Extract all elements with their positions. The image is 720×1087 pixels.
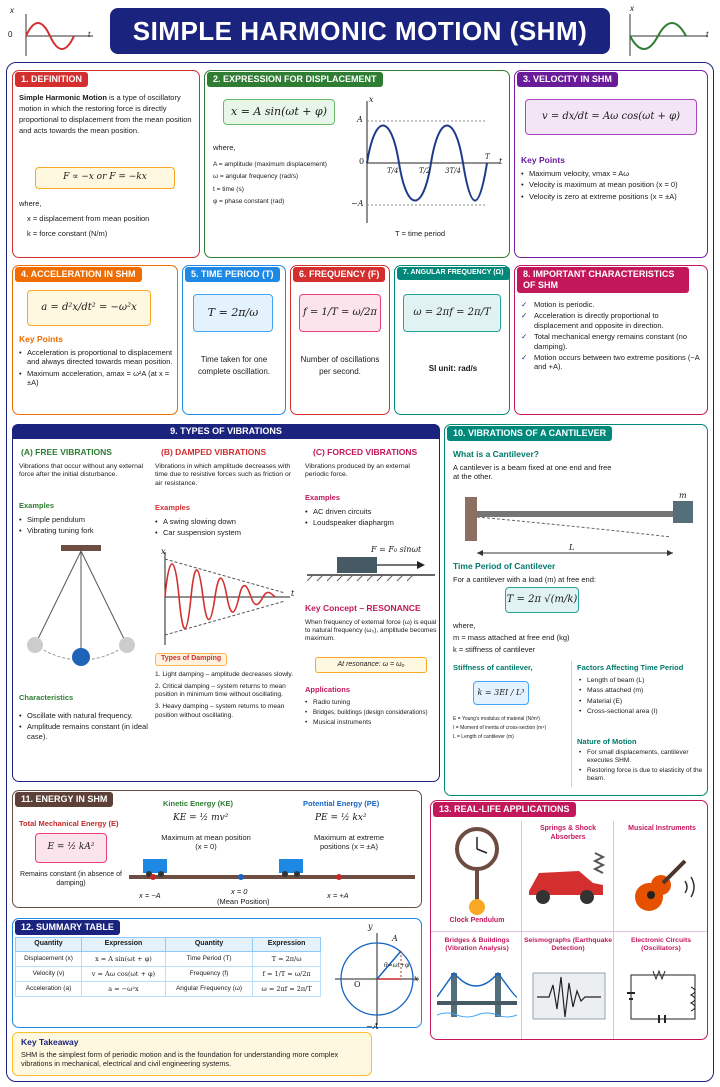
cantilever-where: where, [453, 621, 476, 630]
energy-track-illustration [129, 855, 419, 889]
graph-t-label: t [499, 157, 503, 166]
definition-where: where, [19, 199, 42, 208]
damped-vibrations-desc: Vibrations in which amplitude decreases with time due to resistive forces such as friction or air resistance. [155, 463, 291, 487]
frequency-formula: f = 1/T = ω/2π [299, 294, 381, 332]
acceleration-point: • Acceleration is proportional to displacement and always directed towards mean position. [19, 348, 175, 367]
factor-item: • Cross-sectional area (I) [579, 708, 705, 716]
corner-t-left: t [88, 30, 91, 39]
time-period-header: 5. TIME PERIOD (T) [185, 267, 280, 282]
forced-applications [305, 699, 441, 729]
cantilever-k: k = stiffness of cantilever [453, 645, 536, 654]
time-period-section [182, 265, 286, 415]
app-label-seismo: Seismographs (Earthquake Detection) [523, 937, 612, 953]
key-takeaway-title: Key Takeaway [21, 1037, 79, 1047]
velocity-section [514, 70, 708, 258]
table-row: Velocity (v) v = Aω cos(ωt + φ) Frequency (f) f = 1/T = ω/2π [16, 966, 321, 981]
characteristics-section [514, 265, 708, 415]
characteristics-header: 8. IMPORTANT CHARACTERISTICS OF SHM [517, 267, 689, 293]
cantilever-illustration [465, 493, 695, 561]
graph-origin-label: 0 [359, 157, 365, 166]
nature-item: • Restoring force is due to elasticity of the beam. [579, 767, 705, 783]
factor-item: • Material (E) [579, 698, 705, 706]
corner-x-left: x [10, 6, 14, 15]
bridge-icon [437, 967, 517, 1027]
vibrations-header: 9. TYPES OF VIBRATIONS [12, 424, 440, 439]
energy-header: 11. ENERGY IN SHM [15, 792, 113, 807]
pe-desc: Maximum at extreme positions (x = ±A) [313, 833, 385, 852]
cantilever-m: m = mass attached at free end (kg) [453, 633, 570, 642]
forced-application: • Radio tuning [305, 699, 441, 707]
ke-title: Kinetic Energy (KE) [163, 799, 234, 808]
table-row: Displacement (x) x = A sin(ωt + φ) Time Period (T) T = 2π/ω [16, 951, 321, 966]
energy-x-plus-a: x = +A [327, 891, 349, 900]
damped-examples-title: Examples [155, 503, 191, 512]
frequency-section [290, 265, 390, 415]
damping-type: 1. Light damping – amplitude decreases slowly. [155, 670, 294, 678]
factors-title: Factors Affecting Time Period [577, 663, 684, 672]
summary-header-row: Quantity Expression Quantity Expression [16, 938, 321, 952]
damping-type: 3. Heavy damping – system returns to mean position without oscillating. [155, 703, 285, 719]
app-label-music: Musical Instruments [628, 825, 696, 832]
forced-example: • AC driven circuits [305, 507, 435, 516]
acceleration-formula: a = d²x/dt² = −ω²x [27, 290, 151, 326]
clock-pendulum-icon [449, 827, 505, 917]
forced-application: • Bridges, buildings (design considerations) [305, 709, 441, 717]
factors-divider [571, 661, 572, 787]
displacement-header: 2. EXPRESSION FOR DISPLACEMENT [207, 72, 383, 87]
forced-force-label: F = F₀ sinωt [371, 545, 422, 554]
app-grid-v1 [521, 821, 522, 1039]
graph-minus-a-label: −A [351, 199, 364, 208]
cantilever-section [444, 424, 708, 796]
resonance-title: Key Concept – RESONANCE [305, 603, 421, 613]
ke-formula: KE = ½ mv² [173, 813, 229, 823]
app-grid-h [431, 931, 707, 932]
summary-section [12, 918, 422, 1028]
applications-section [430, 800, 708, 1040]
summary-header: 12. SUMMARY TABLE [15, 920, 120, 935]
corner-t-right: t [706, 30, 709, 39]
corner-o-left: 0 [8, 30, 13, 39]
free-characteristic: • Amplitude remains constant (in ideal case). [19, 722, 151, 741]
app-grid-v2 [613, 821, 614, 1039]
damped-x-label: x [161, 547, 166, 556]
tick-quarter: T/4 [387, 167, 399, 175]
app-label-bridges: Bridges & Buildings (Vibration Analysis) [444, 937, 510, 953]
sine-wave-icon-right [620, 8, 715, 58]
page-title-text: SIMPLE HARMONIC MOTION (SHM) [132, 15, 588, 46]
energy-section [12, 790, 422, 908]
velocity-point: • Maximum velocity, vmax = Aω [521, 169, 701, 178]
free-vibrations-title: (A) FREE VIBRATIONS [21, 447, 112, 457]
angular-frequency-header: 7. ANGULAR FREQUENCY (Ω) [397, 267, 510, 280]
tick-three-quarter: 3T/4 [445, 167, 461, 175]
damping-type: 2. Critical damping – system returns to mean position in minimum time without oscillating. [155, 682, 286, 699]
definition-header: 1. DEFINITION [15, 72, 88, 87]
characteristic-item: ✓ Acceleration is directly proportional to displacement and opposite in direction. [521, 311, 703, 330]
guitar-icon [627, 853, 703, 917]
acceleration-section [12, 265, 178, 415]
velocity-keypoints-title: Key Points [521, 155, 565, 165]
phasor-circle-diagram [331, 931, 421, 1027]
free-example: • Vibrating tuning fork [19, 526, 147, 535]
cantilever-definition: A cantilever is a beam fixed at one end and free at the other. [453, 463, 612, 482]
stiffness-formula: k = 3EI / L³ [473, 681, 529, 705]
time-period-desc: Time taken for one complete oscillation. [197, 355, 271, 376]
force-formula: F ∝ −x or F = −kx [35, 167, 175, 189]
velocity-header: 3. VELOCITY IN SHM [517, 72, 618, 87]
oscillator-circuit-icon [623, 967, 703, 1027]
velocity-point: • Velocity is maximum at mean position (x = 0) [521, 180, 701, 189]
forced-block-illustration [307, 555, 437, 585]
tick-t: T [485, 153, 490, 161]
free-characteristics-title: Characteristics [19, 693, 74, 702]
characteristic-item: ✓ Total mechanical energy remains constant (no damping). [521, 332, 703, 351]
app-label-springs: Springs & Shock Absorbers [539, 825, 596, 841]
displacement-vars: A = amplitude (maximum displacement) ω = angular frequency (rad/s) t = time (s) φ = phase constant (rad) [213, 161, 327, 206]
definition-k: k = force constant (N/m) [27, 229, 108, 238]
graph-x-label: x [369, 95, 374, 104]
acceleration-keypoints-title: Key Points [19, 334, 63, 344]
corner-x-right: x [630, 4, 634, 13]
velocity-keypoints [521, 169, 701, 203]
app-label-circuits: Electronic Circuits (Oscillators) [630, 937, 692, 953]
acceleration-header: 4. ACCELERATION IN SHM [15, 267, 142, 282]
definition-x: x = displacement from mean position [27, 214, 150, 223]
frequency-header: 6. FREQUENCY (F) [293, 267, 385, 282]
velocity-point: • Velocity is zero at extreme positions (x = ±A) [521, 192, 701, 201]
factors-list [579, 677, 705, 719]
key-takeaway-text: SHM is the simplest form of periodic motion and is the foundation for understanding more complex vibrations in mechanical, electrical and civil engineering systems. [21, 1049, 339, 1068]
applications-header: 13. REAL-LIFE APPLICATIONS [433, 802, 576, 817]
resonance-condition: At resonance: ω = ω₀ [315, 657, 427, 673]
vibrations-section [12, 424, 440, 782]
free-examples-title: Examples [19, 501, 55, 510]
phasor-y-label: y [368, 922, 373, 931]
factor-item: • Length of beam (L) [579, 677, 705, 685]
stiffness-vars: E = Young's modulus of material (N/m²) I = Moment of inertia of cross-section (m⁴) L = Length of cantilever (m) [453, 716, 547, 740]
forced-examples-title: Examples [305, 493, 341, 502]
tick-half: T/2 [419, 167, 431, 175]
summary-table-wrap [15, 937, 321, 997]
damped-t-label: t [291, 589, 295, 598]
nature-item: • For small displacements, cantilever executes SHM. [579, 749, 705, 765]
total-energy-title: Total Mechanical Energy (E) [19, 819, 119, 828]
energy-mean-position: (Mean Position) [217, 897, 270, 906]
damped-example: • Car suspension system [155, 528, 295, 537]
damping-types-box [155, 653, 301, 777]
acceleration-point: • Maximum acceleration, amax = ω²A (at x = ±A) [19, 369, 175, 388]
characteristics-list [521, 300, 703, 374]
energy-x-minus-a: x = −A [139, 891, 161, 900]
forced-application: • Musical instruments [305, 719, 441, 727]
cantilever-length-label: L [569, 543, 575, 552]
cantilever-period-title: Time Period of Cantilever [453, 561, 556, 571]
displacement-where: where, [213, 143, 236, 152]
definition-section [12, 70, 200, 258]
cantilever-mass-label: m [679, 491, 687, 500]
energy-x-zero: x = 0 [231, 887, 248, 896]
damped-example: • A swing slowing down [155, 517, 295, 526]
damped-examples [155, 517, 295, 540]
table-row: Acceleration (a) a = −ω²x Angular Frequency (ω) ω = 2πf = 2π/T [16, 982, 321, 997]
cantilever-question: What is a Cantilever? [453, 449, 539, 459]
resonance-desc: When frequency of external force (ω) is equal to natural frequency (ω₀), amplitude becomes maximum. [305, 619, 437, 643]
nature-title: Nature of Motion [577, 737, 637, 746]
characteristic-item: ✓ Motion is periodic. [521, 300, 703, 309]
frequency-desc: Number of oscillations per second. [300, 355, 380, 376]
free-characteristics [19, 711, 151, 743]
pe-title: Potential Energy (PE) [303, 799, 380, 808]
key-takeaway [12, 1032, 372, 1076]
nature-list [579, 749, 705, 786]
sine-wave-icon-left [8, 8, 98, 58]
seismograph-icon [531, 967, 607, 1027]
velocity-formula: v = dx/dt = Aω cos(ωt + φ) [525, 99, 697, 135]
forced-examples [305, 507, 435, 530]
cantilever-period-desc: For a cantilever with a load (m) at free end: [453, 575, 596, 584]
pendulum-illustration [21, 545, 141, 675]
graph-a-label: A [357, 115, 363, 124]
free-vibrations-desc: Vibrations that occur without any external force after the initial disturbance. [19, 463, 144, 479]
time-period-label: T = time period [395, 229, 446, 238]
free-examples [19, 515, 147, 538]
forced-example: • Loudspeaker diaphargm [305, 518, 435, 527]
phasor-x-label: x [414, 974, 419, 983]
page-title [110, 8, 610, 54]
phasor-origin-label: O [354, 980, 361, 989]
characteristic-item: ✓ Motion occurs between two extreme positions (−A and +A). [521, 353, 703, 372]
factor-item: • Mass attached (m) [579, 687, 705, 695]
app-label-clock: Clock Pendulum [449, 917, 505, 924]
angular-frequency-unit: SI unit: rad/s [428, 364, 478, 373]
forced-vibrations-desc: Vibrations produced by an external periodic force. [305, 463, 410, 479]
phasor-a-label: A [392, 934, 398, 943]
displacement-formula: x = A sin(ωt + φ) [223, 99, 335, 125]
angular-frequency-section [394, 265, 510, 415]
phasor-angle-label: θ=ωt+φ [384, 962, 410, 969]
acceleration-keypoints [19, 348, 175, 390]
summary-table [15, 937, 321, 997]
damped-vibrations-title: (B) DAMPED VIBRATIONS [161, 447, 267, 457]
ke-desc: Maximum at mean position (x = 0) [161, 833, 251, 852]
time-period-formula: T = 2π/ω [193, 294, 273, 332]
damped-graph [155, 547, 295, 647]
applications-title: Applications [305, 685, 351, 694]
cantilever-header: 10. VIBRATIONS OF A CANTILEVER [447, 426, 612, 441]
cantilever-period-formula: T = 2π √(m/k) [505, 587, 579, 613]
stiffness-title: Stiffness of cantilever, [453, 663, 533, 672]
angular-frequency-formula: ω = 2πf = 2π/T [403, 294, 501, 332]
forced-vibrations-title: (C) FORCED VIBRATIONS [313, 447, 418, 457]
total-energy-formula: E = ½ kA² [35, 833, 107, 863]
car-suspension-icon [525, 851, 611, 911]
free-characteristic: • Oscillate with natural frequency. [19, 711, 151, 720]
damping-types-title: Types of Damping [155, 653, 227, 666]
pe-formula: PE = ½ kx² [315, 813, 367, 823]
energy-constant-note: Remains constant (in absence of damping) [20, 871, 122, 887]
definition-text: Simple Harmonic Motion is a type of oscillatory motion in which the restoring force is directly proportional to displacement from the mean position and acts towards the mean position. [19, 93, 192, 135]
displacement-graph [355, 93, 505, 233]
displacement-section [204, 70, 510, 258]
free-example: • Simple pendulum [19, 515, 147, 524]
phasor-minus-a-label: −A [366, 1022, 379, 1031]
